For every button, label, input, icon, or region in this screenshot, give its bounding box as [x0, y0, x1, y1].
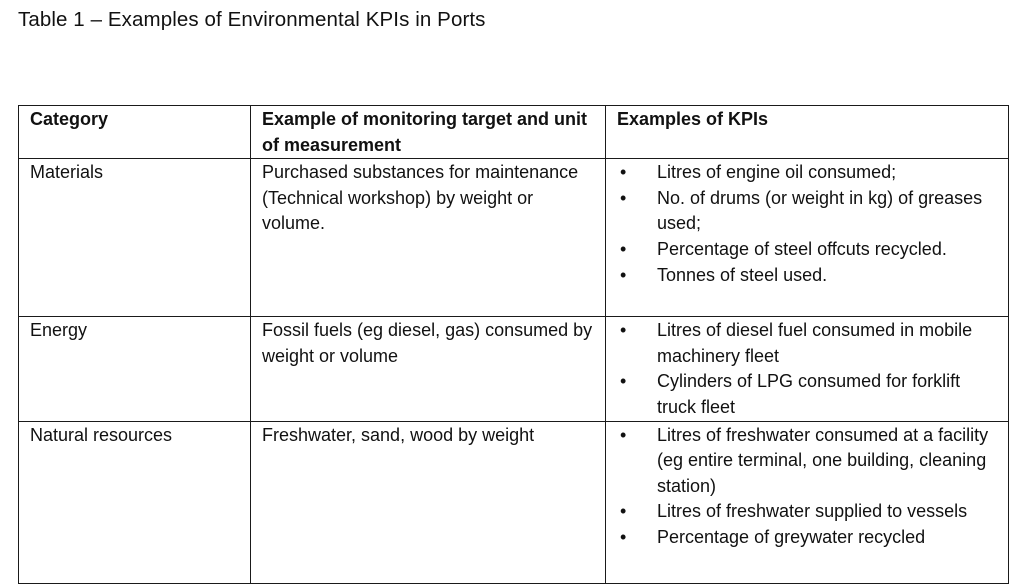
bullet-icon: • — [620, 501, 627, 522]
header-monitoring-target: Example of monitoring target and unit of measurement — [251, 106, 606, 159]
bullet-icon: • — [620, 187, 627, 208]
kpi-item — [617, 160, 1000, 186]
kpi-cell — [606, 317, 1009, 421]
table-header-row — [19, 106, 1009, 159]
category-cell: Natural resources — [19, 421, 251, 583]
target-cell: Fossil fuels (eg diesel, gas) consumed by weight or volume — [251, 317, 606, 421]
kpi-item — [617, 369, 1000, 420]
page-title: Table 1 – Examples of Environmental KPIs in Ports — [18, 8, 486, 31]
kpi-text: Litres of diesel fuel consumed in mobile machinery fleet — [657, 320, 973, 366]
table-row — [19, 317, 1009, 421]
kpi-text: Percentage of greywater recycled — [657, 526, 926, 547]
target-cell: Purchased substances for maintenance (Technical workshop) by weight or volume. — [251, 159, 606, 317]
header-examples-of-kpis: Examples of KPIs — [606, 106, 1009, 159]
kpi-table — [18, 105, 1009, 584]
kpi-list — [617, 160, 1000, 288]
kpi-text: Cylinders of LPG consumed for forklift truck fleet — [657, 371, 961, 417]
bullet-icon: • — [620, 526, 627, 547]
table-row — [19, 421, 1009, 583]
kpi-item — [617, 263, 1000, 289]
kpi-cell — [606, 421, 1009, 583]
bullet-icon: • — [620, 320, 627, 341]
kpi-item — [617, 237, 1000, 263]
target-cell: Freshwater, sand, wood by weight — [251, 421, 606, 583]
bullet-icon: • — [620, 424, 627, 445]
kpi-text: No. of drums (or weight in kg) of greases used; — [657, 187, 983, 234]
kpi-list — [617, 423, 1000, 551]
table-row — [19, 159, 1009, 317]
kpi-text: Litres of freshwater consumed at a facility (eg entire terminal, one building, cleaning station) — [657, 424, 989, 496]
kpi-item — [617, 423, 1000, 500]
bullet-icon: • — [620, 238, 627, 259]
category-cell: Energy — [19, 317, 251, 421]
kpi-item — [617, 499, 1000, 525]
kpi-item — [617, 186, 1000, 237]
kpi-cell — [606, 159, 1009, 317]
kpi-text: Tonnes of steel used. — [657, 264, 828, 285]
kpi-text: Litres of engine oil consumed; — [657, 162, 897, 183]
kpi-item — [617, 318, 1000, 369]
kpi-text: Percentage of steel offcuts recycled. — [657, 238, 947, 259]
kpi-item — [617, 525, 1000, 551]
header-category: Category — [19, 106, 251, 159]
bullet-icon: • — [620, 162, 627, 183]
category-cell: Materials — [19, 159, 251, 317]
kpi-list — [617, 318, 1000, 420]
bullet-icon: • — [620, 371, 627, 392]
kpi-text: Litres of freshwater supplied to vessels — [657, 501, 968, 522]
bullet-icon: • — [620, 264, 627, 285]
